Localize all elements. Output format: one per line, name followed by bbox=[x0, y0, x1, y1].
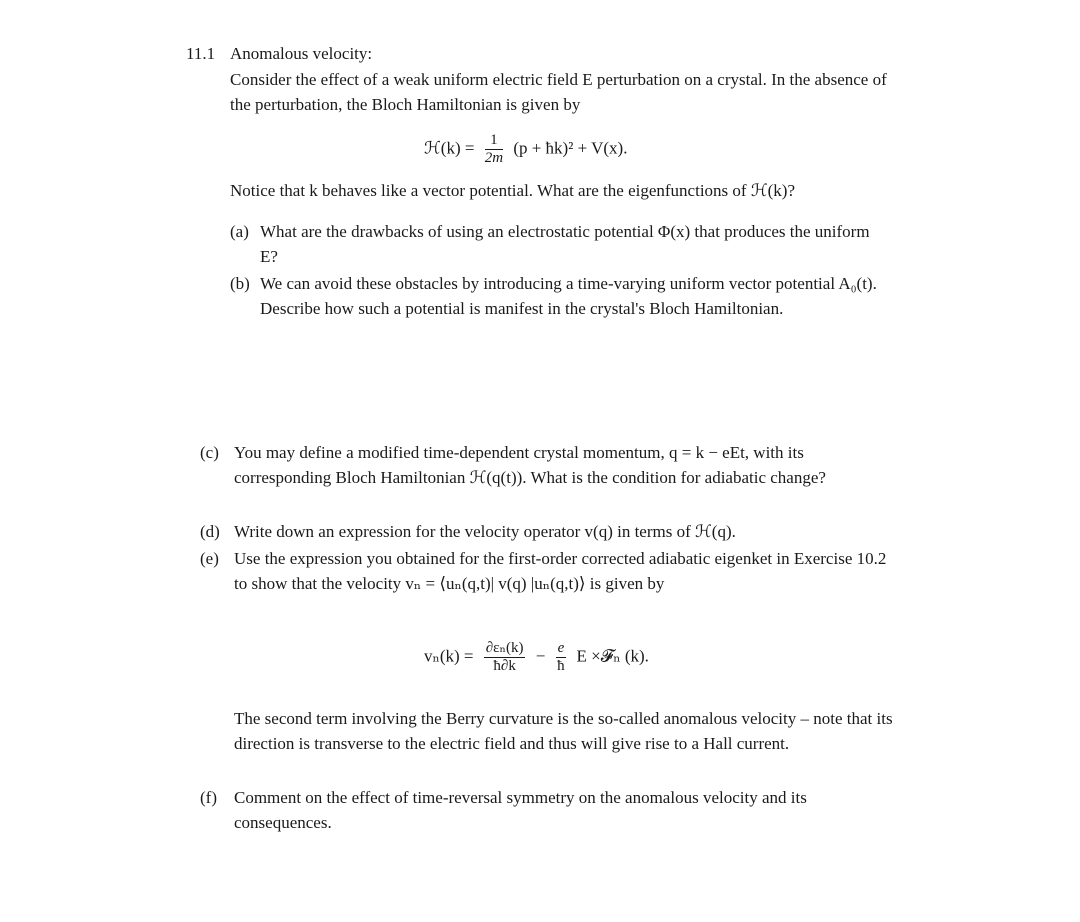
equation1-fraction bbox=[485, 132, 503, 167]
part-a-label: (a) bbox=[230, 222, 249, 241]
equation2-lhs: vₙ(k) = bbox=[424, 646, 474, 666]
part-f-text: Comment on the effect of time-reversal symmetry on the anomalous velocity and its consequences. bbox=[234, 788, 807, 832]
equation2-rhs: E ×𝓕ₙ (k). bbox=[576, 646, 649, 666]
part-b-label: (b) bbox=[230, 274, 250, 293]
problem-number: 11.1 bbox=[186, 44, 216, 63]
notice-text: Notice that k behaves like a vector potential. What are the eigenfunctions of ℋ(k)? bbox=[230, 181, 795, 200]
equation2-fraction1 bbox=[484, 640, 526, 675]
part-b-text: We can avoid these obstacles by introducing a time-varying uniform vector potential A₀(t). Describe how such a potential is manifest in the crystal's Bloch Hamiltonian. bbox=[260, 274, 877, 318]
equation2-frac1-denominator: ħ∂k bbox=[493, 658, 516, 674]
equation1-denominator: 2m bbox=[484, 150, 504, 166]
equation1-lhs: ℋ(k) = bbox=[424, 138, 475, 158]
problem-intro: Consider the effect of a weak uniform electric field E perturbation on a crystal. In the absence of the perturbation, the Bloch Hamiltonian is given by bbox=[230, 70, 887, 114]
problem-title: Anomalous velocity: bbox=[230, 44, 373, 63]
equation1-numerator: 1 bbox=[485, 132, 503, 150]
equation2-frac1-numerator: ∂εₙ(k) bbox=[485, 640, 524, 656]
hamiltonian-equation bbox=[424, 132, 627, 167]
part-d-text: Write down an expression for the velocity operator v(q) in terms of ℋ(q). bbox=[234, 522, 736, 541]
part-e-text: Use the expression you obtained for the first-order corrected adiabatic eigenket in Exercise 10.2 to show that the velocity vₙ = ⟨uₙ(q,t)| v(q) |uₙ(q,t)⟩ is given by bbox=[234, 549, 887, 593]
equation2-frac2-denominator: ħ bbox=[557, 658, 565, 674]
equation2-minus: − bbox=[535, 646, 546, 666]
part-c-text: You may define a modified time-dependent crystal momentum, q = k − eEt, with its corresponding Bloch Hamiltonian ℋ(q(t)). What is the condition for adiabatic change? bbox=[234, 443, 826, 487]
equation2-frac2-numerator: e bbox=[557, 640, 565, 656]
part-e-label: (e) bbox=[200, 549, 219, 568]
velocity-equation bbox=[424, 640, 649, 675]
part-f-label: (f) bbox=[200, 788, 217, 807]
part-c-label: (c) bbox=[200, 443, 219, 462]
equation1-rhs: (p + ħk)² + V(x). bbox=[513, 138, 628, 158]
part-a-text: What are the drawbacks of using an electrostatic potential Φ(x) that produces the uniform E? bbox=[260, 222, 870, 266]
equation2-fraction2 bbox=[556, 640, 567, 675]
part-e-followup: The second term involving the Berry curvature is the so-called anomalous velocity – note that its direction is transverse to the electric field and thus will give rise to a Hall current. bbox=[234, 709, 893, 753]
part-d-label: (d) bbox=[200, 522, 220, 541]
